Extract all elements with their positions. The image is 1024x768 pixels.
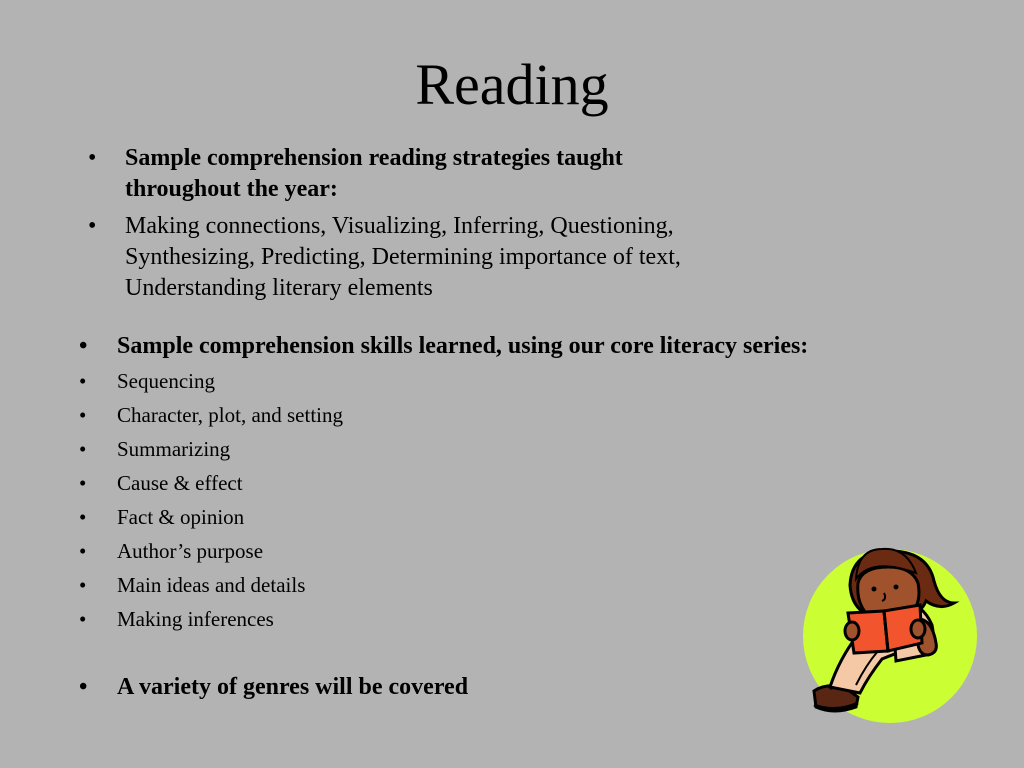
bullet: • <box>79 607 87 631</box>
skill-text: Character, plot, and setting <box>117 403 344 427</box>
eye-shape <box>872 587 877 592</box>
bullet: • <box>79 573 87 597</box>
skill-item <box>79 364 997 398</box>
skill-text: Author’s purpose <box>117 539 264 563</box>
bullet: • <box>79 333 88 359</box>
hand-shape <box>845 622 859 640</box>
strategies-heading-line1: Sample comprehension reading strategies taught <box>125 145 623 171</box>
skill-item <box>79 466 997 500</box>
strategies-heading-item <box>88 143 785 205</box>
skill-item <box>79 500 997 534</box>
hand-shape <box>911 620 925 638</box>
skill-text: Main ideas and details <box>117 573 306 597</box>
bullet: • <box>79 539 87 563</box>
eye-shape <box>894 585 899 590</box>
genres-text: A variety of genres will be covered <box>117 674 469 700</box>
skills-heading-text: Sample comprehension skills learned, using our core literacy series: <box>117 333 809 359</box>
skill-item <box>79 432 997 466</box>
bullet: • <box>88 145 97 171</box>
skills-heading <box>79 330 997 362</box>
strategies-line2: Synthesizing, Predicting, Determining importance of text, <box>125 244 681 270</box>
bullet: • <box>88 213 97 239</box>
skill-text: Sequencing <box>117 369 215 393</box>
skill-text: Summarizing <box>117 437 231 461</box>
bullet: • <box>79 403 87 427</box>
skill-text: Fact & opinion <box>117 505 245 529</box>
strategies-line1: Making connections, Visualizing, Inferring, Questioning, <box>125 213 674 239</box>
bullet: • <box>79 674 88 700</box>
strategies-heading-line2: throughout the year: <box>125 176 338 202</box>
genres-item <box>79 671 469 703</box>
bullet: • <box>79 505 87 529</box>
genres-list <box>79 671 469 703</box>
skill-text: Making inferences <box>117 607 274 631</box>
bullet: • <box>79 369 87 393</box>
skill-text: Cause & effect <box>117 471 243 495</box>
bullet: • <box>79 437 87 461</box>
strategies-line3: Understanding literary elements <box>125 275 433 301</box>
strategies-list <box>88 143 785 310</box>
girl-reading-book-icon <box>800 545 982 727</box>
bullet: • <box>79 471 87 495</box>
strategies-list-item <box>88 211 785 304</box>
slide-title: Reading <box>415 52 609 117</box>
skill-item <box>79 398 997 432</box>
